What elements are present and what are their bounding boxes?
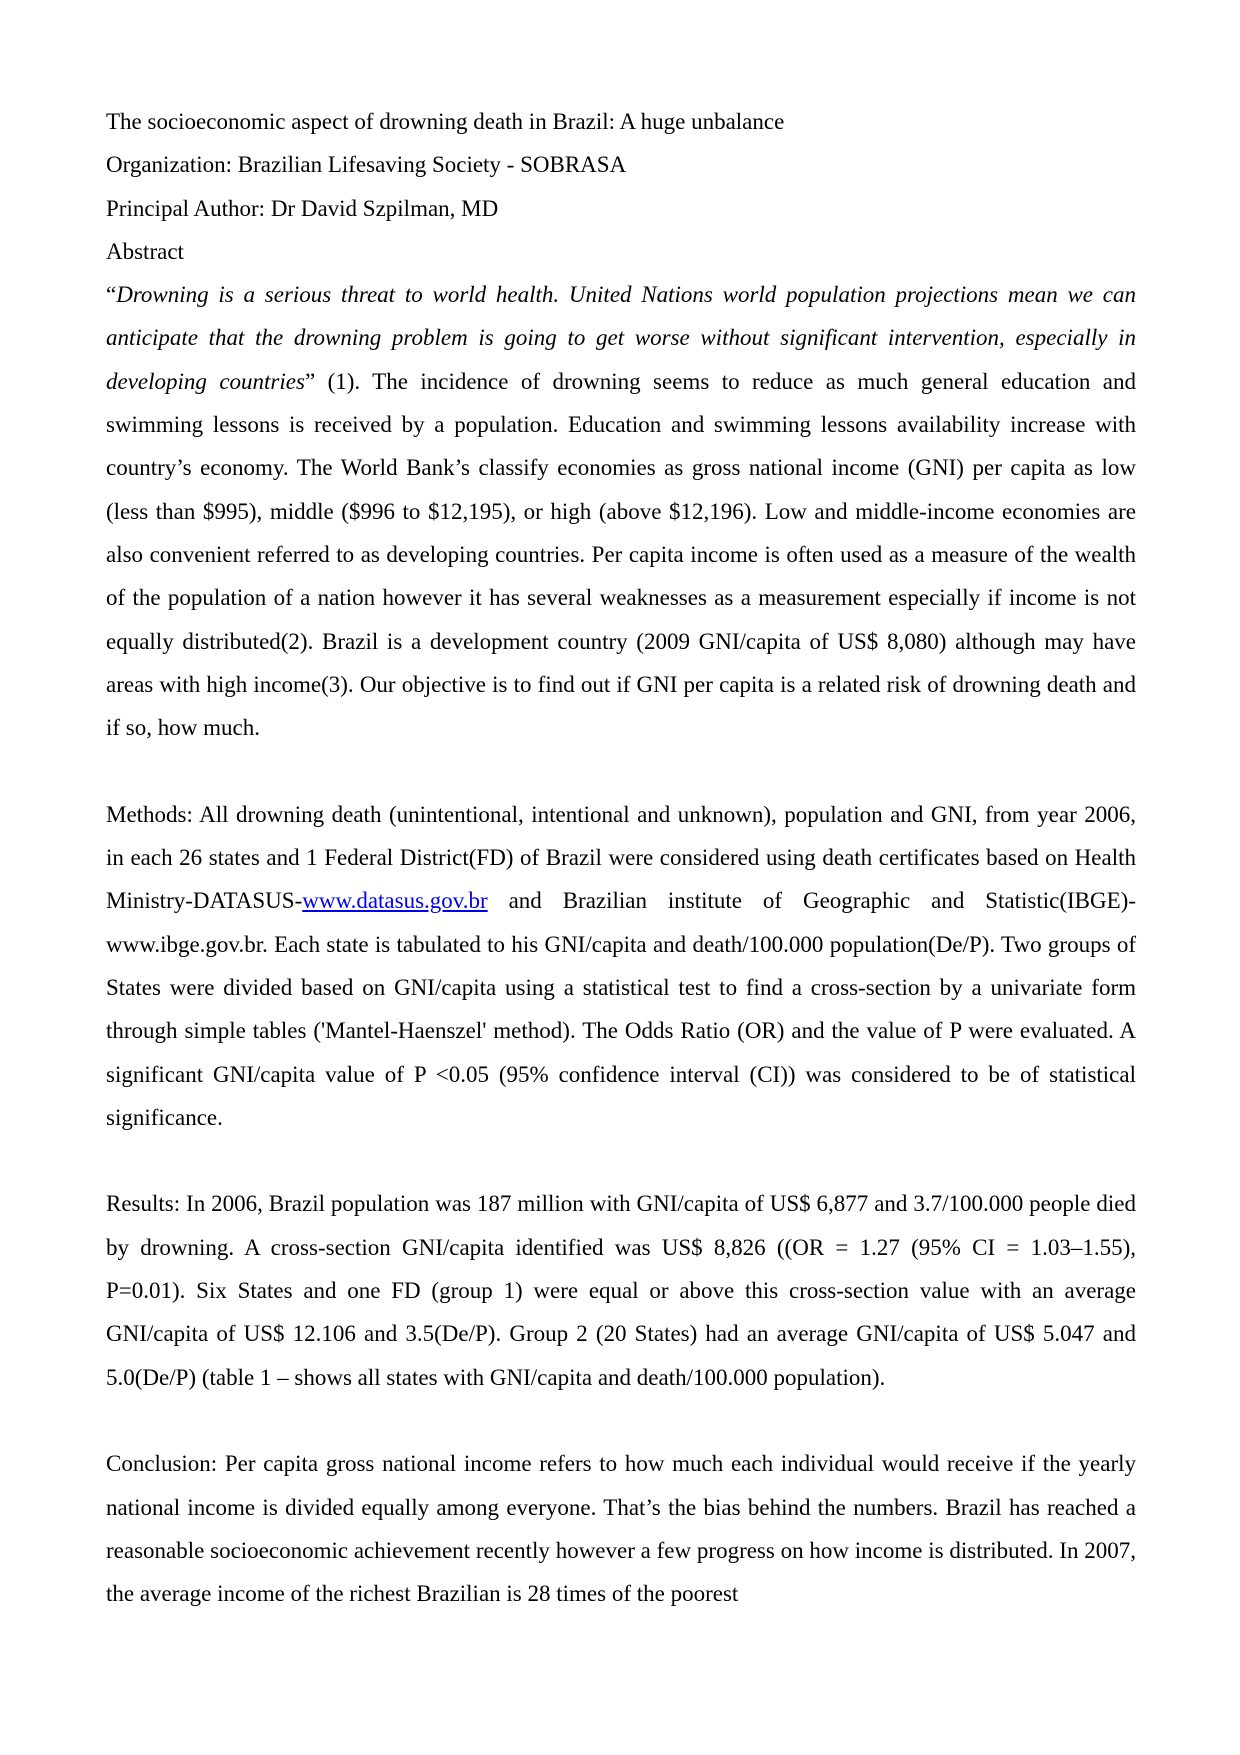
abstract-body: ” (1). The incidence of drowning seems to reduce as much general education and swimming lessons is received by a population. Education and swimming lessons availability increase with country’s economy. The World Bank’s classify economies as gross national income (GNI) per capita as low (less than $995), middle ($996 to $12,195), or high (above $12,196). Low and middle-income economies are also convenient referred to as developing countries. Per capita income is often used as a measure of the wealth of the population of a nation however it has several weaknesses as a measurement especially if income is not equally distributed(2). Brazil is a development country (2009 GNI/capita of US$ 8,080) although may have areas with high income(3). Our objective is to find out if GNI per capita is a related risk of drowning death and if so, how much. (106, 368, 1136, 741)
organization-line: Organization: Brazilian Lifesaving Society - SOBRASA (106, 152, 627, 178)
datasus-link[interactable]: www.datasus.gov.br (302, 888, 488, 914)
abstract-quote: Drowning is a serious threat to world health. United Nations world population projections mean we can anticipate that the drowning problem is going to get worse without significant intervention, especially in developing countries (106, 282, 1136, 394)
document-title: The socioeconomic aspect of drowning death in Brazil: A huge unbalance (106, 109, 785, 134)
abstract-paragraph (106, 273, 1136, 749)
results-paragraph: Results: In 2006, Brazil population was 187 million with GNI/capita of US$ 6,877 and 3.7/100.000 people died by drowning. A cross-section GNI/capita identified was US$ 8,826 ((OR = 1.27 (95% CI = 1.03–1.55), P=0.01). Six States and one FD (group 1) were equal or above this cross-section value with an average GNI/capita of US$ 12.106 and 3.5(De/P). Group 2 (20 States) had an average GNI/capita of US$ 5.047 and 5.0(De/P) (table 1 – shows all states with GNI/capita and death/100.000 population). (106, 1191, 1136, 1390)
methods-text-start: Methods: All drowning death (unintentional, intentional and unknown), population and GNI, from year 2006, in each 26 states and 1 Federal District(FD) of Brazil were considered using death certificates based on Health Ministry-DATASUS- (106, 801, 1136, 914)
document-page (106, 100, 1136, 1615)
author-line: Principal Author: Dr David Szpilman, MD (106, 195, 499, 221)
methods-text-end: and Brazilian institute of Geographic and Statistic(IBGE)-www.ibge.gov.br. Each state is tabulated to his GNI/capita and death/100.000 population(De/P). Two groups of States were divided based on GNI/capita using a statistical test to find a cross-section by a univariate form through simple tables ('Mantel-Haenszel' method). The Odds Ratio (OR) and the value of P were evaluated. A significant GNI/capita value of P <0.05 (95% confidence interval (CI)) was considered to be of statistical significance. (106, 888, 1136, 1130)
conclusion-paragraph: Conclusion: Per capita gross national income refers to how much each individual would receive if the yearly national income is divided equally among everyone. That’s the bias behind the numbers. Brazil has reached a reasonable socioeconomic achievement recently however a few progress on how income is distributed. In 2007, the average income of the richest Brazilian is 28 times of the poorest (106, 1451, 1136, 1607)
abstract-heading: Abstract (106, 238, 184, 264)
opening-quote-mark: “ (106, 282, 117, 308)
methods-paragraph (106, 793, 1136, 1139)
